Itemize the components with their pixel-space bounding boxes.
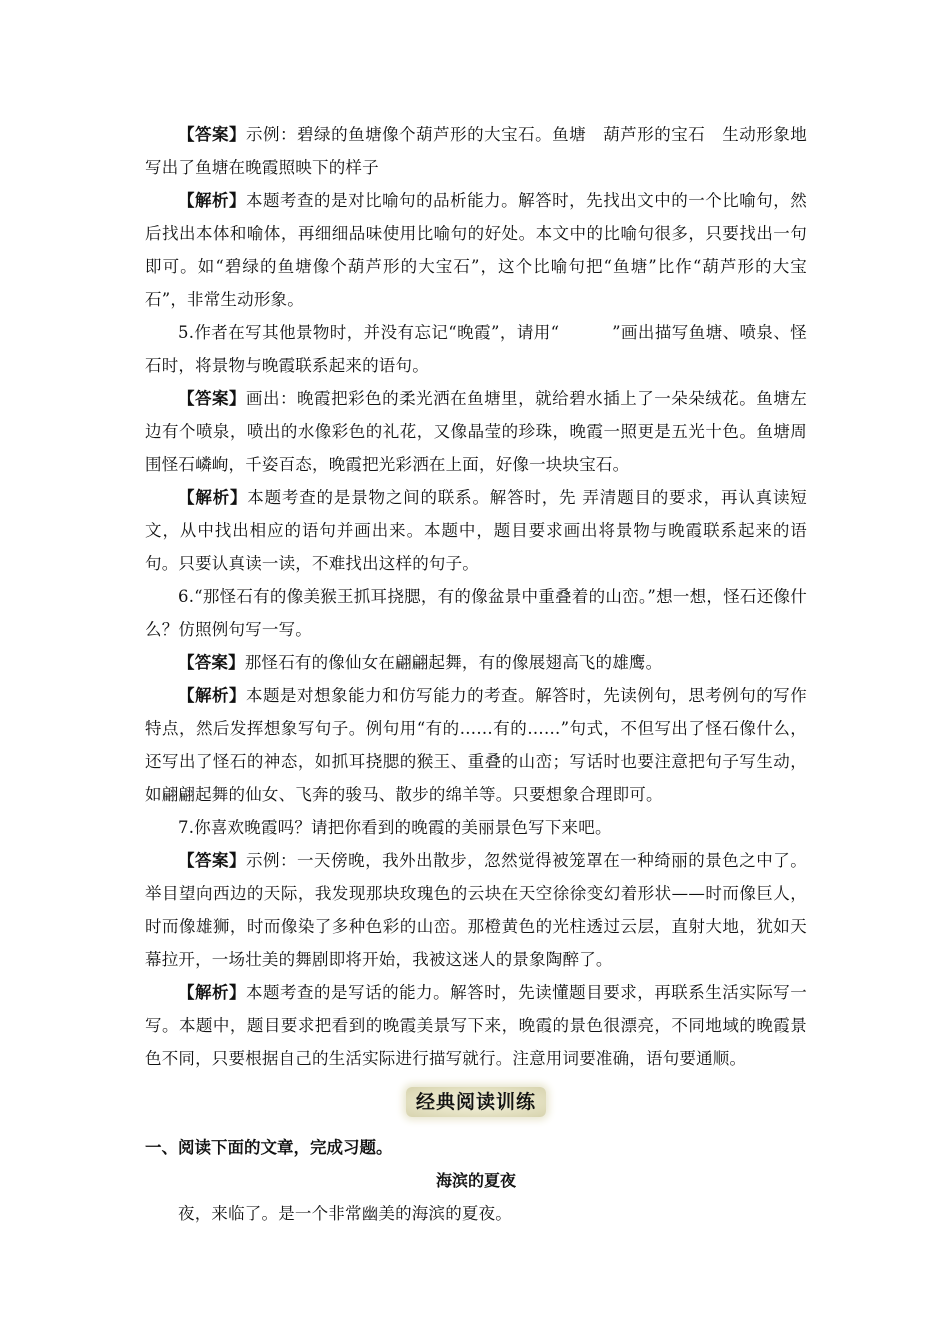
q7-answer bbox=[145, 844, 807, 976]
q6-question: 6.“那怪石有的像美猴王抓耳挠腮，有的像盆景中重叠着的山峦。”想一想，怪石还像什么？仿照例句写一写。 bbox=[145, 587, 807, 639]
section-title: 经典阅读训练 bbox=[406, 1087, 546, 1117]
answer-tag: 【答案】 bbox=[178, 653, 245, 672]
answer-text: 那怪石有的像仙女在翩翩起舞，有的像展翅高飞的雄鹰。 bbox=[244, 653, 663, 672]
analysis-text: 本题考查的是景物之间的联系。解答时，先 弄清题目的要求，再认真读短文，从中找出相应的语句并画出来。本题中，题目要求画出将景物与晚霞联系起来的语句。只要认真读一读，不难找出这样的句子。 bbox=[145, 488, 807, 573]
question-text-part-b: ”画出描写鱼塘、喷泉、怪石时，将景物与晚霞联系起来的语句。 bbox=[145, 323, 807, 375]
q5-analysis bbox=[145, 481, 807, 580]
analysis-tag: 【解析】 bbox=[178, 686, 247, 705]
analysis-tag: 【解析】 bbox=[178, 983, 247, 1002]
q7-question: 7.你喜欢晚霞吗？请把你看到的晚霞的美丽景色写下来吧。 bbox=[178, 818, 612, 837]
analysis-tag: 【解析】 bbox=[178, 488, 248, 507]
q4-answer bbox=[145, 118, 807, 184]
analysis-text: 本题考查的是对比喻句的品析能力。解答时，先找出文中的一个比喻句，然后找出本体和喻体，再细细品味使用比喻句的好处。本文中的比喻句很多，只要找出一句即可。如“碧绿的鱼塘像个葫芦形的大宝石”，这个比喻句把“鱼塘”比作“葫芦形的大宝石”，非常生动形象。 bbox=[145, 191, 807, 309]
answer-text: 示例：碧绿的鱼塘像个葫芦形的大宝石。鱼塘 葫芦形的宝石 生动形象地写出了鱼塘在晚霞照映下的样子 bbox=[145, 125, 807, 177]
document-page bbox=[145, 118, 807, 1230]
q5-question bbox=[145, 316, 807, 382]
analysis-text: 本题考查的是写话的能力。解答时，先读懂题目要求，再联系生活实际写一写。本题中，题目要求把看到的晚霞美景写下来，晚霞的景色很漂亮，不同地域的晚霞景色不同，只要根据自己的生活实际进行描写就行。注意用词要准确，语句要通顺。 bbox=[145, 983, 807, 1068]
q7-analysis bbox=[145, 976, 807, 1075]
answer-tag: 【答案】 bbox=[178, 389, 247, 408]
answer-text: 画出：晚霞把彩色的柔光洒在鱼塘里，就给碧水插上了一朵朵绒花。鱼塘左边有个喷泉，喷出的水像彩色的礼花，又像晶莹的珍珠，晚霞一照更是五光十色。鱼塘周围怪石嶙峋，千姿百态，晚霞把光彩洒在上面，好像一块块宝石。 bbox=[145, 389, 807, 474]
story-first-line: 夜，来临了。是一个非常幽美的海滨的夏夜。 bbox=[178, 1204, 512, 1223]
q4-analysis bbox=[145, 184, 807, 316]
section-title-wrapper bbox=[145, 1087, 807, 1121]
analysis-text: 本题是对想象能力和仿写能力的考查。解答时，先读例句，思考例句的写作特点，然后发挥想象写句子。例句用“有的……有的……”句式，不但写出了怪石像什么，还写出了怪石的神态，如抓耳挠腮的猴王、重叠的山峦；写话时也要注意把句子写生动，如翩翩起舞的仙女、飞奔的骏马、散步的绵羊等。只要想象合理即可。 bbox=[145, 686, 807, 804]
q6-answer bbox=[145, 646, 807, 679]
part1-heading: 一、阅读下面的文章，完成习题。 bbox=[145, 1138, 393, 1157]
question-text-part-a: 5.作者在写其他景物时，并没有忘记“晚霞”，请用“ bbox=[178, 323, 560, 342]
q6-analysis bbox=[145, 679, 807, 811]
answer-text: 示例：一天傍晚，我外出散步，忽然觉得被笼罩在一种绮丽的景色之中了。举目望向西边的天际，我发现那块玫瑰色的云块在天空徐徐变幻着形状——时而像巨人，时而像雄狮，时而像染了多种色彩的山峦。那橙黄色的光柱透过云层，直射大地，犹如天幕拉开，一场壮美的舞剧即将开始，我被这迷人的景象陶醉了。 bbox=[145, 851, 807, 969]
answer-tag: 【答案】 bbox=[178, 125, 247, 144]
story-title: 海滨的夏夜 bbox=[435, 1171, 516, 1190]
q5-answer bbox=[145, 382, 807, 481]
answer-tag: 【答案】 bbox=[178, 851, 247, 870]
analysis-tag: 【解析】 bbox=[178, 191, 247, 210]
